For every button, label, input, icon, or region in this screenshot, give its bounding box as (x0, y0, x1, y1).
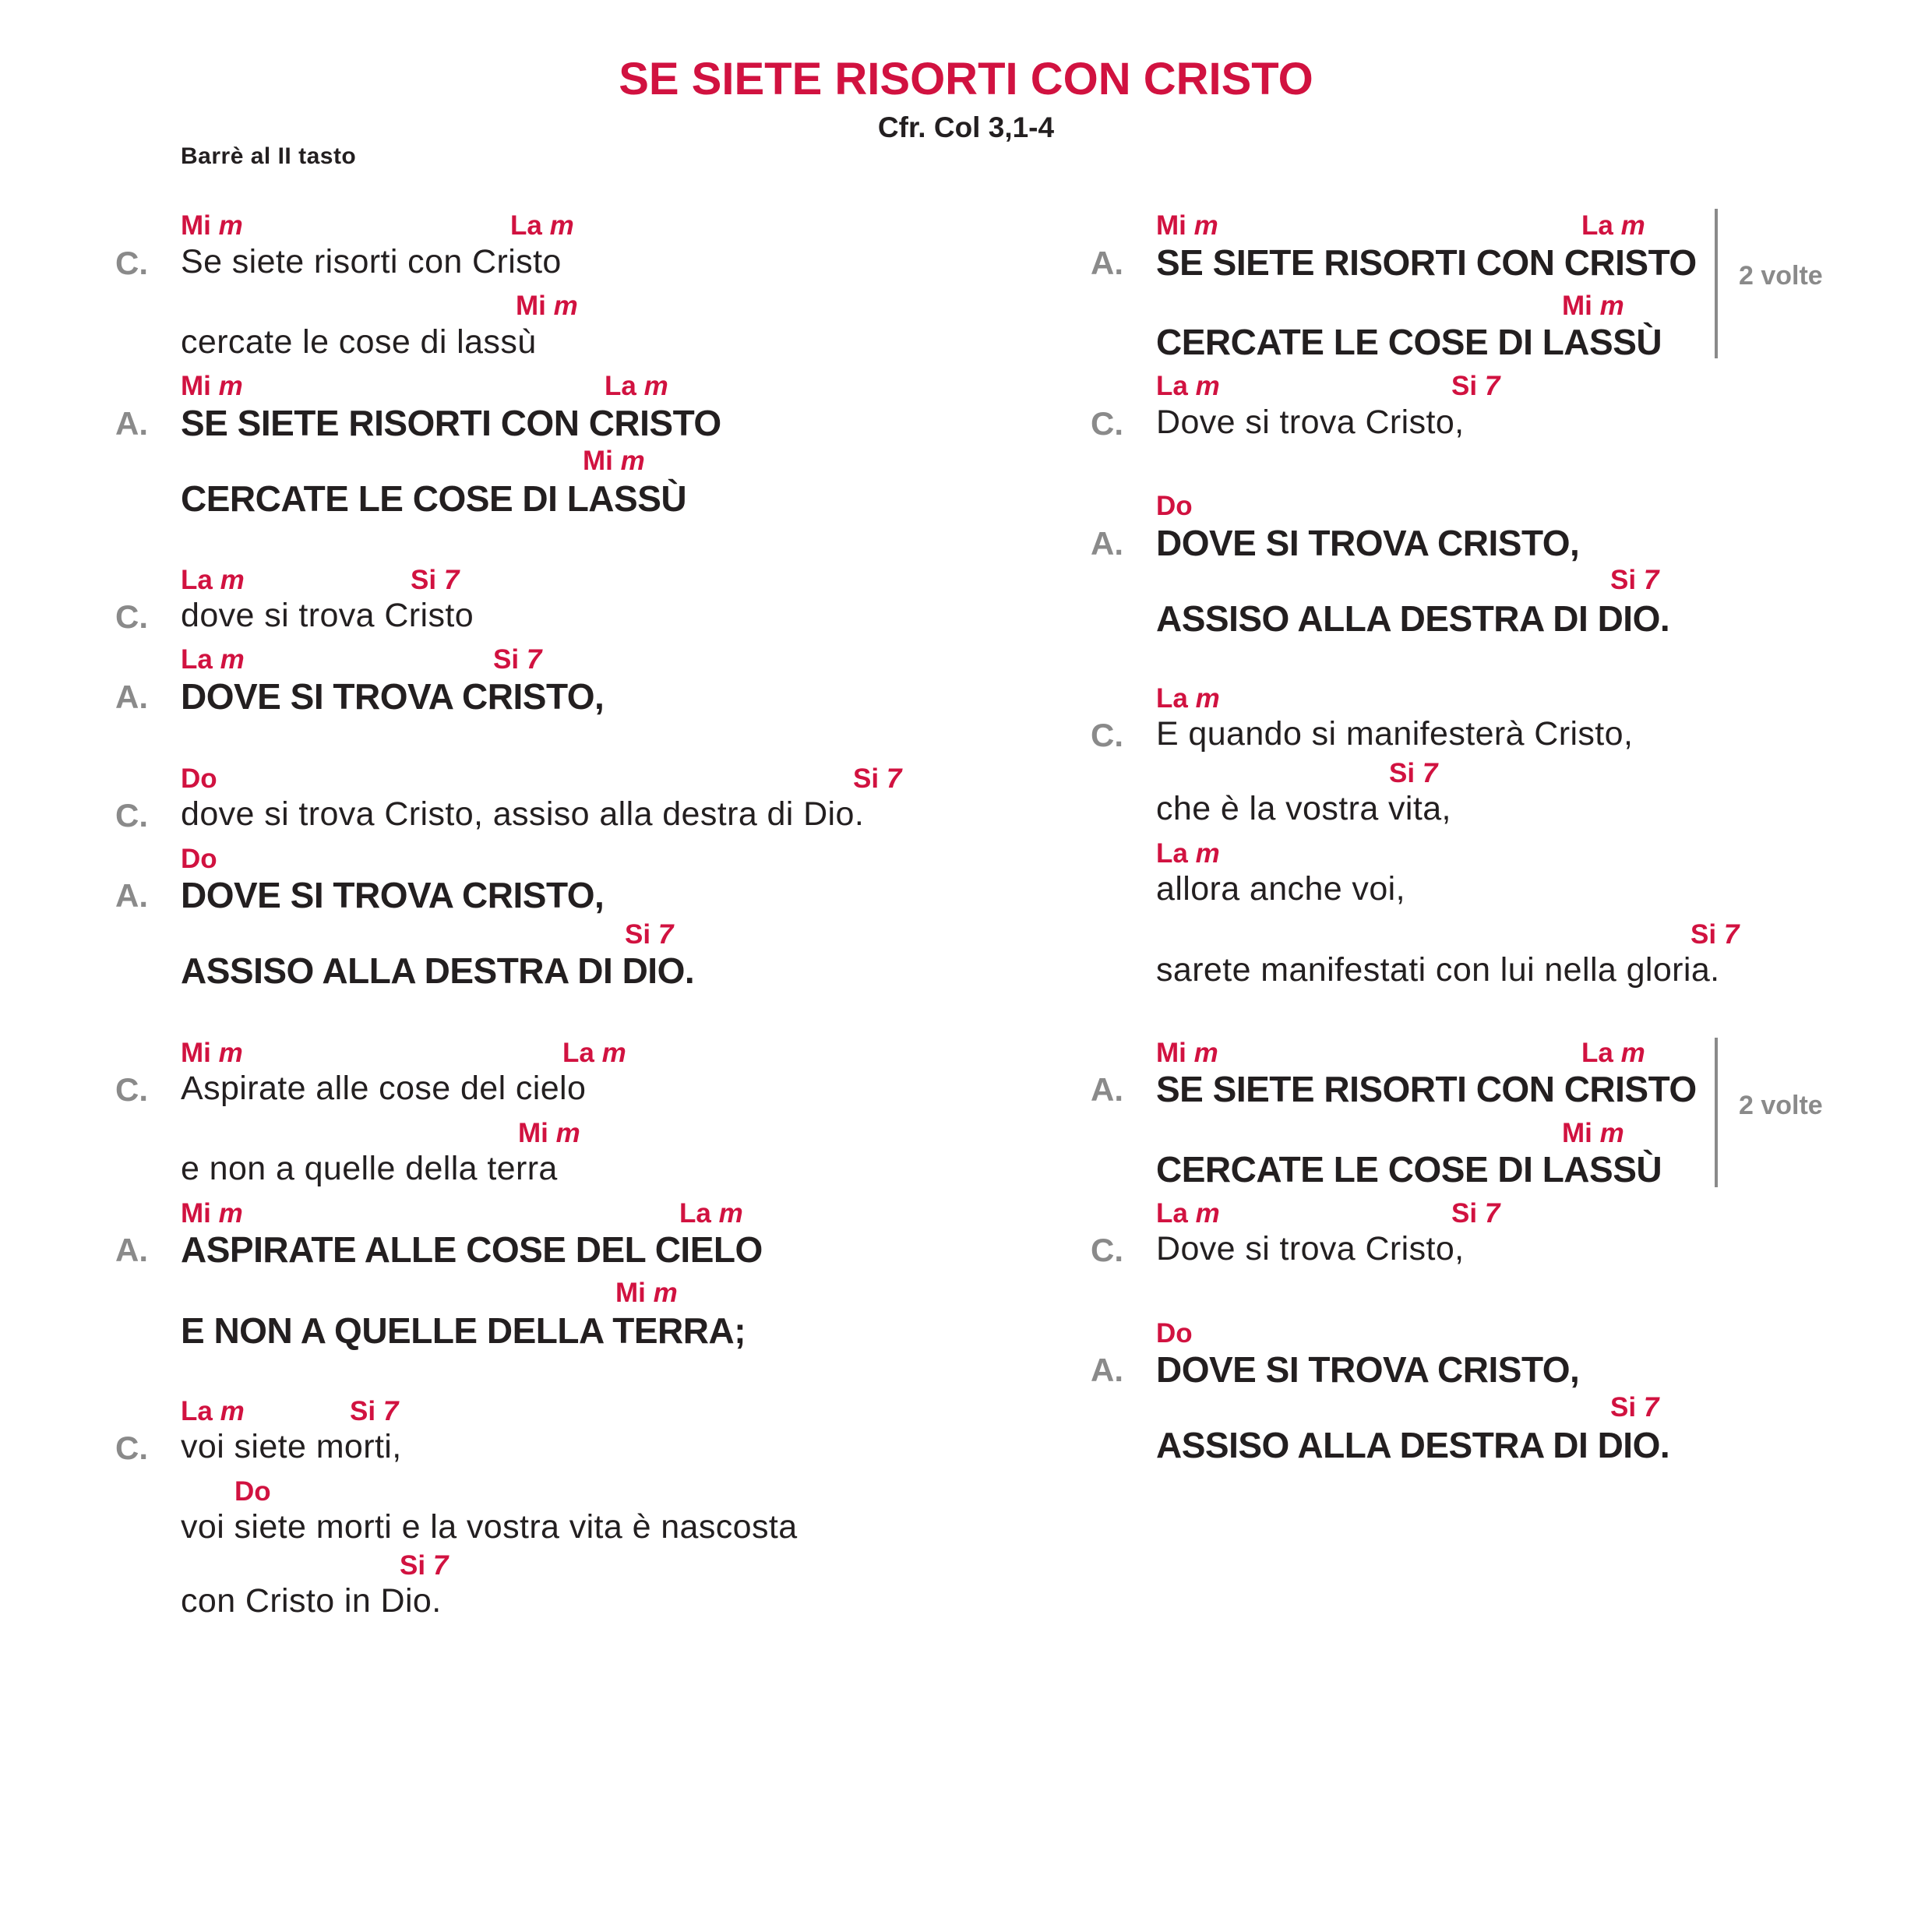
barre-note: Barrè al II tasto (181, 143, 357, 169)
chord-si7: Si 7 (411, 565, 460, 595)
chord-lam: La m (181, 565, 245, 595)
repeat-label: 2 volte (1739, 1091, 1823, 1120)
chord-mim: Mi m (615, 1278, 678, 1308)
lyric-line: che è la vostra vita, (1156, 790, 1451, 827)
chord-lam: La m (1156, 683, 1220, 714)
chord-mim: Mi m (518, 1118, 580, 1148)
chord-lam: La m (679, 1198, 743, 1229)
chord-mim: Mi m (1562, 291, 1624, 321)
chord-lam: La m (605, 371, 668, 401)
speaker-assembly: A. (1091, 1071, 1123, 1108)
chord-do: Do (181, 844, 217, 874)
lyric-line: e non a quelle della terra (181, 1150, 558, 1187)
speaker-assembly: A. (115, 679, 148, 715)
lyric-line: Aspirate alle cose del cielo (181, 1070, 587, 1107)
chord-do: Do (1156, 1318, 1193, 1349)
chord-mim: Mi m (583, 446, 645, 476)
chord-lam: La m (1156, 371, 1220, 401)
chord-lam: La m (1156, 838, 1220, 869)
chord-mim: Mi m (181, 371, 243, 401)
lyric-line: Se siete risorti con Cristo (181, 243, 562, 280)
speaker-cantor: C. (115, 1430, 148, 1466)
song-title: SE SIETE RISORTI CON CRISTO (619, 54, 1313, 104)
scripture-reference: Cfr. Col 3,1-4 (877, 111, 1055, 143)
chord-do: Do (234, 1476, 271, 1507)
lyric-line: voi siete morti, (181, 1428, 402, 1465)
chord-do: Do (1156, 491, 1193, 521)
repeat-label: 2 volte (1739, 261, 1823, 291)
lyric-line: SE SIETE RISORTI CON CRISTO (1156, 1069, 1697, 1109)
lyric-line: cercate le cose di lassù (181, 323, 537, 361)
lyric-line: dove si trova Cristo, assiso alla destra di Dio. (181, 795, 865, 833)
chord-si7: Si 7 (625, 919, 674, 950)
chord-lam: La m (510, 210, 574, 241)
lyric-line: con Cristo in Dio. (181, 1582, 442, 1620)
speaker-assembly: A. (1091, 525, 1123, 562)
chord-lam: La m (562, 1038, 626, 1068)
chord-lam: La m (1581, 1038, 1645, 1068)
lyric-line: CERCATE LE COSE DI LASSÙ (181, 478, 687, 519)
lyric-line: SE SIETE RISORTI CON CRISTO (181, 403, 721, 443)
speaker-assembly: A. (1091, 1352, 1123, 1388)
lyric-line: ASPIRATE ALLE COSE DEL CIELO (181, 1229, 763, 1270)
chord-lam: La m (1156, 1198, 1220, 1229)
speaker-assembly: A. (115, 405, 148, 442)
speaker-assembly: A. (115, 1232, 148, 1268)
lyric-line: E quando si manifesterà Cristo, (1156, 715, 1634, 753)
chord-mim: Mi m (1562, 1118, 1624, 1148)
chord-mim: Mi m (181, 210, 243, 241)
lyric-line: ASSISO ALLA DESTRA DI DIO. (1156, 598, 1670, 639)
speaker-cantor: C. (115, 245, 148, 281)
chord-si7: Si 7 (1610, 1392, 1659, 1423)
chord-mim: Mi m (181, 1198, 243, 1229)
chord-si7: Si 7 (400, 1550, 449, 1581)
lyric-line: Dove si trova Cristo, (1156, 404, 1465, 441)
chord-do: Do (181, 763, 217, 794)
speaker-assembly: A. (115, 877, 148, 914)
chord-si7: Si 7 (853, 763, 902, 794)
chord-si7: Si 7 (493, 644, 542, 675)
chord-si7: Si 7 (1610, 565, 1659, 595)
speaker-cantor: C. (115, 797, 148, 834)
lyric-line: allora anche voi, (1156, 870, 1405, 908)
chord-si7: Si 7 (1451, 1198, 1500, 1229)
lyric-line: ASSISO ALLA DESTRA DI DIO. (1156, 1425, 1670, 1465)
lyric-line: CERCATE LE COSE DI LASSÙ (1156, 322, 1662, 362)
chord-lam: La m (1581, 210, 1645, 241)
chord-mim: Mi m (1156, 210, 1218, 241)
lyric-line: DOVE SI TROVA CRISTO, (1156, 523, 1580, 563)
lyric-line: voi siete morti e la vostra vita è nascosta (181, 1508, 798, 1546)
speaker-cantor: C. (115, 1071, 148, 1108)
speaker-cantor: C. (115, 598, 148, 635)
lyric-line: sarete manifestati con lui nella gloria. (1156, 951, 1720, 989)
repeat-bracket (1715, 209, 1718, 358)
lyric-line: dove si trova Cristo (181, 597, 474, 634)
lyric-line: CERCATE LE COSE DI LASSÙ (1156, 1149, 1662, 1190)
chord-si7: Si 7 (1451, 371, 1500, 401)
speaker-cantor: C. (1091, 717, 1123, 753)
lyric-line: Dove si trova Cristo, (1156, 1230, 1465, 1267)
chord-si7: Si 7 (1690, 919, 1740, 950)
speaker-assembly: A. (1091, 245, 1123, 281)
chord-mim: Mi m (516, 291, 578, 321)
repeat-bracket (1715, 1038, 1718, 1187)
speaker-cantor: C. (1091, 405, 1123, 442)
chord-lam: La m (181, 1396, 245, 1426)
chord-mim: Mi m (1156, 1038, 1218, 1068)
lyric-line: ASSISO ALLA DESTRA DI DIO. (181, 950, 695, 991)
chord-si7: Si 7 (350, 1396, 399, 1426)
lyric-line: E NON A QUELLE DELLA TERRA; (181, 1310, 746, 1351)
lyric-line: DOVE SI TROVA CRISTO, (1156, 1349, 1580, 1390)
lyric-line: SE SIETE RISORTI CON CRISTO (1156, 242, 1697, 283)
lyric-line: DOVE SI TROVA CRISTO, (181, 676, 605, 717)
chord-si7: Si 7 (1389, 758, 1438, 788)
lyric-line: DOVE SI TROVA CRISTO, (181, 875, 605, 915)
chord-lam: La m (181, 644, 245, 675)
speaker-cantor: C. (1091, 1232, 1123, 1268)
chord-mim: Mi m (181, 1038, 243, 1068)
